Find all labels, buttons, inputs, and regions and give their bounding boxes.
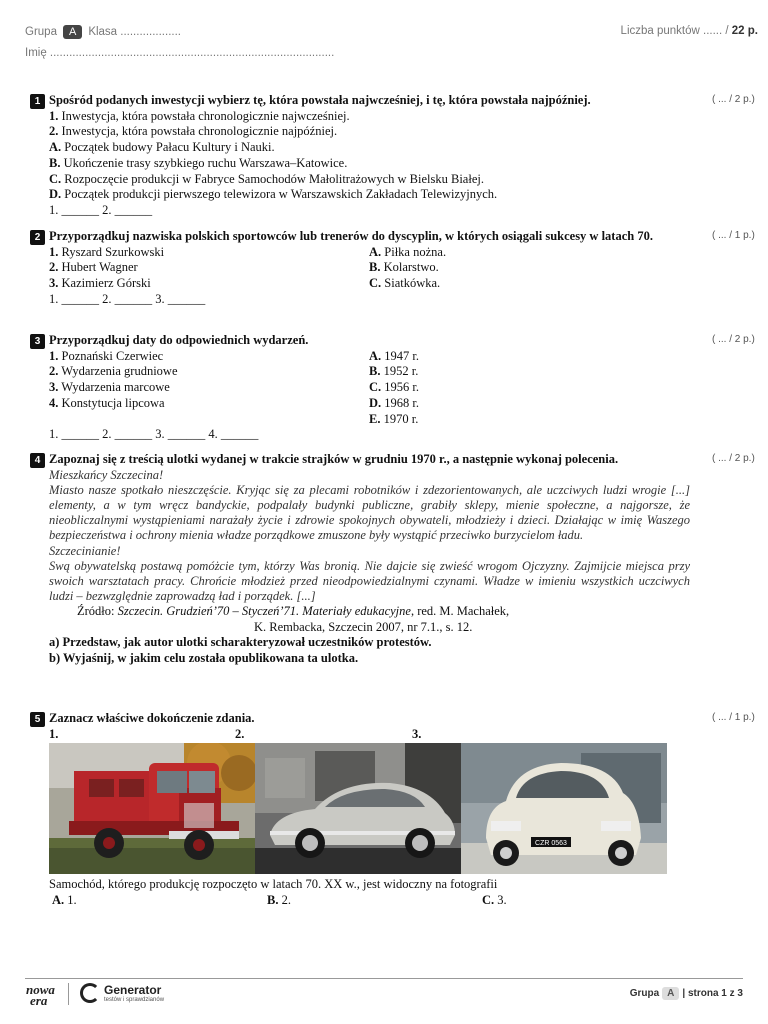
generator-g-icon	[80, 983, 100, 1003]
task-points: ( ... / 2 p.)	[712, 94, 755, 105]
photo-1-fire-truck	[49, 743, 255, 874]
task-body	[49, 245, 690, 308]
photo-label-2: 2.	[235, 726, 245, 741]
right-column	[369, 349, 689, 428]
task-points: ( ... / 2 p.)	[712, 334, 755, 345]
task-title: Zapoznaj się z treścią ulotki wydanej w trakcie strajków w grudniu 1970 r., a następnie wykonaj polecenia.	[49, 452, 619, 466]
task-title: Zaznacz właściwe dokończenie zdania.	[49, 711, 255, 725]
option-b[interactable]: B. 2.	[267, 892, 291, 907]
left-column	[49, 245, 369, 292]
task-number: 1	[30, 94, 45, 109]
photo-label-3: 3.	[412, 726, 422, 741]
task-body	[49, 468, 690, 667]
task-title: Spośród podanych inwestycji wybierz tę, która powstała najwcześniej, i tę, która powstała najpóźniej.	[49, 93, 591, 107]
task-points: ( ... / 2 p.)	[712, 453, 755, 464]
list-item: 1. Inwestycja, która powstała chronologicznie najwcześniej.	[49, 108, 350, 123]
task-number: 4	[30, 453, 45, 468]
leaflet-quote	[49, 468, 690, 605]
footer-group-badge: A	[662, 987, 679, 1000]
license-plate-text: CZR 0563	[535, 840, 567, 847]
page-indicator: Grupa A | strona 1 z 3	[629, 988, 743, 999]
list-item: D. 1968 r.	[369, 395, 420, 410]
points-total	[621, 25, 758, 37]
list-item: 1. Poznański Czerwiec	[49, 348, 164, 363]
list-item: A. 1947 r.	[369, 348, 420, 363]
list-item: B. Ukończenie trasy szybkiego ruchu Warszawa–Katowice.	[49, 155, 348, 170]
source-citation: Źródło: Szczecin. Grudzień’70 – Styczeń’71. Materiały edukacyjne, red. M. Machałek,	[77, 604, 510, 619]
list-item: A. Piłka nożna.	[369, 244, 447, 259]
task-title: Przyporządkuj daty do odpowiednich wydarzeń.	[49, 333, 309, 347]
option-c[interactable]: C. 3.	[482, 892, 507, 907]
list-item: 1. Ryszard Szurkowski	[49, 244, 165, 259]
task-1	[30, 93, 690, 219]
list-item: 2. Wydarzenia grudniowe	[49, 364, 178, 379]
quote-paragraph: Swą obywatelską postawą pomóżcie tym, którzy Was bronią. Nie dajcie się zwieść wrogom Ojczyzny. Zajmijcie miejsca przy swoich warsztatach pracy. Chrońcie młodzież przed nieodpowiedzialnymi czynami. Władze w imieniu wszystkich uczciwych ludzi – bezwzględnie zaprowadzą ład i porządek. [...]	[49, 558, 690, 604]
footer-divider	[25, 978, 743, 979]
task-body	[49, 109, 690, 220]
quote-paragraph: Miasto nasze spotkało nieszczęście. Kryjąc się za plecami robotników i zdezorientowanych, ale uczciwych ludzi wrogie [...] elementy, a w tym wręcz bandyckie, podpalały budynki publiczne, grabiły sklepy, mienie społeczne, a najgorsze, że nieobliczalnymi wystąpieniami narażały życie i zdrowie spokojnych obywateli, młodzieży i dzieci. Działając w imię Waszego bezpieczeństwa i ochrony mienia władze porządkowe zmuszone były wystąpić przeciwko burzycielom ładu.	[49, 482, 690, 543]
list-item: B. Kolarstwo.	[369, 260, 439, 275]
answer-line[interactable]: 1. ______ 2. ______	[49, 203, 153, 218]
quote-heading: Szczecinianie!	[49, 543, 121, 558]
answer-options	[49, 893, 690, 909]
car-photos	[49, 743, 667, 874]
task-number: 5	[30, 712, 45, 727]
option-a[interactable]: A. 1.	[52, 892, 77, 907]
task-3	[30, 333, 690, 443]
list-item: D. Początek produkcji pierwszego telewizora w Warszawskich Zakładach Telewizyjnych.	[49, 187, 498, 202]
group-badge: A	[63, 25, 82, 39]
task-title: Przyporządkuj nazwiska polskich sportowców lub trenerów do dyscyplin, w których osiągali sukcesy w latach 70.	[49, 229, 653, 243]
task-body	[49, 349, 690, 444]
points-label: Liczba punktów ...... /	[620, 25, 729, 37]
task-points: ( ... / 1 p.)	[712, 712, 755, 723]
source-citation-line2: K. Rembacka, Szczecin 2007, nr 7.1., s. 12.	[254, 619, 473, 634]
list-item: 4. Konstytucja lipcowa	[49, 395, 165, 410]
list-item: C. 1956 r.	[369, 380, 420, 395]
task-number: 3	[30, 334, 45, 349]
task-5	[30, 711, 690, 743]
answer-line[interactable]: 1. ______ 2. ______ 3. ______ 4. ______	[49, 427, 259, 442]
task-number: 2	[30, 230, 45, 245]
photo-label-1: 1.	[49, 726, 59, 741]
list-item: A. Początek budowy Pałacu Kultury i Nauki.	[49, 140, 275, 155]
list-item: C. Siatkówka.	[369, 276, 441, 291]
question-a: a) Przedstaw, jak autor ulotki scharakteryzował uczestników protestów.	[49, 635, 432, 650]
group-label: Grupa	[25, 26, 57, 38]
header-group	[25, 25, 181, 39]
task-points: ( ... / 1 p.)	[712, 230, 755, 241]
points-value: 22 p.	[731, 25, 758, 37]
task-4	[30, 452, 690, 666]
left-column	[49, 349, 369, 428]
right-column	[369, 245, 689, 292]
list-item: C. Rozpoczęcie produkcji w Fabryce Samochodów Małolitrażowych w Bielsku Białej.	[49, 171, 484, 186]
list-item: 3. Kazimierz Górski	[49, 276, 151, 291]
photo-3-small-car	[461, 743, 667, 874]
answer-line[interactable]: 1. ______ 2. ______ 3. ______	[49, 291, 206, 306]
task-2	[30, 229, 690, 308]
completion-sentence: Samochód, którego produkcję rozpoczęto w latach 70. XX w., jest widoczny na fotografii	[49, 877, 498, 891]
question-b: b) Wyjaśnij, w jakim celu została opublikowana ta ulotka.	[49, 650, 359, 665]
list-item: B. 1952 r.	[369, 364, 419, 379]
task-5-sentence-block	[30, 877, 690, 909]
nowa-era-logo: nowa era	[26, 982, 55, 1008]
quote-heading: Mieszkańcy Szczecina!	[49, 467, 164, 482]
list-item: 2. Hubert Wagner	[49, 260, 138, 275]
list-item: 3. Wydarzenia marcowe	[49, 380, 170, 395]
name-field: Imię .........................................................................................	[25, 47, 335, 59]
logo-separator	[68, 983, 69, 1005]
class-field: Klasa ...................	[88, 26, 181, 38]
list-item: 2. Inwestycja, która powstała chronologicznie najpóźniej.	[49, 124, 338, 139]
photo-labels	[49, 727, 690, 743]
photo-2-sedan	[255, 743, 461, 874]
list-item: E. 1970 r.	[369, 411, 419, 426]
